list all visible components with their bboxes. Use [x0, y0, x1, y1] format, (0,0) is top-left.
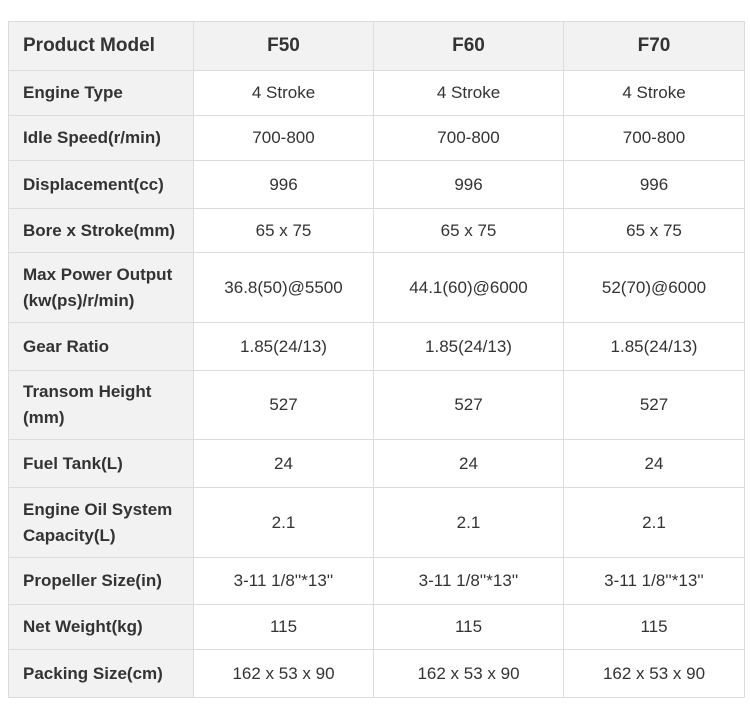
table-row: [9, 605, 745, 650]
row-label: Engine Oil System Capacity(L): [9, 488, 194, 558]
row-label: Packing Size(cm): [9, 650, 194, 698]
cell-value: 52(70)@6000: [564, 253, 745, 323]
cell-value: 162 x 53 x 90: [564, 650, 745, 698]
cell-value: 2.1: [374, 488, 564, 558]
table-row: [9, 488, 745, 558]
table-row: [9, 71, 745, 116]
cell-value: 3-11 1/8''*13'': [194, 558, 374, 605]
cell-value: 1.85(24/13): [564, 323, 745, 371]
spec-table-container: [8, 21, 744, 698]
cell-value: 24: [374, 440, 564, 488]
table-row: [9, 650, 745, 698]
cell-value: 3-11 1/8''*13'': [564, 558, 745, 605]
cell-value: 996: [374, 161, 564, 209]
row-label: Fuel Tank(L): [9, 440, 194, 488]
cell-value: 44.1(60)@6000: [374, 253, 564, 323]
cell-value: 527: [564, 371, 745, 440]
row-label: Net Weight(kg): [9, 605, 194, 650]
table-row: [9, 440, 745, 488]
row-label: Propeller Size(in): [9, 558, 194, 605]
cell-value: 700-800: [564, 116, 745, 161]
cell-value: 3-11 1/8''*13'': [374, 558, 564, 605]
cell-value: 115: [194, 605, 374, 650]
table-row: [9, 161, 745, 209]
cell-value: 65 x 75: [194, 209, 374, 253]
cell-value: 65 x 75: [564, 209, 745, 253]
header-label: Product Model: [9, 22, 194, 71]
cell-value: 24: [194, 440, 374, 488]
cell-value: 115: [374, 605, 564, 650]
cell-value: 36.8(50)@5500: [194, 253, 374, 323]
row-label: Idle Speed(r/min): [9, 116, 194, 161]
cell-value: 115: [564, 605, 745, 650]
cell-value: 1.85(24/13): [374, 323, 564, 371]
cell-value: 2.1: [564, 488, 745, 558]
table-row: [9, 558, 745, 605]
cell-value: 996: [194, 161, 374, 209]
row-label: Gear Ratio: [9, 323, 194, 371]
table-row: [9, 116, 745, 161]
row-label: Engine Type: [9, 71, 194, 116]
row-label: Displacement(cc): [9, 161, 194, 209]
cell-value: 162 x 53 x 90: [374, 650, 564, 698]
table-row: [9, 371, 745, 440]
cell-value: 4 Stroke: [564, 71, 745, 116]
table-row: [9, 323, 745, 371]
row-label: Transom Height (mm): [9, 371, 194, 440]
cell-value: 527: [194, 371, 374, 440]
model-header-f60: F60: [374, 22, 564, 71]
cell-value: 1.85(24/13): [194, 323, 374, 371]
cell-value: 700-800: [374, 116, 564, 161]
spec-table: [8, 21, 745, 698]
row-label: Bore x Stroke(mm): [9, 209, 194, 253]
cell-value: 700-800: [194, 116, 374, 161]
cell-value: 527: [374, 371, 564, 440]
row-label: Max Power Output (kw(ps)/r/min): [9, 253, 194, 323]
cell-value: 2.1: [194, 488, 374, 558]
cell-value: 24: [564, 440, 745, 488]
table-row: [9, 209, 745, 253]
table-row: [9, 253, 745, 323]
cell-value: 162 x 53 x 90: [194, 650, 374, 698]
cell-value: 4 Stroke: [374, 71, 564, 116]
model-header-f70: F70: [564, 22, 745, 71]
cell-value: 65 x 75: [374, 209, 564, 253]
cell-value: 4 Stroke: [194, 71, 374, 116]
model-header-f50: F50: [194, 22, 374, 71]
cell-value: 996: [564, 161, 745, 209]
header-row: [9, 22, 745, 71]
